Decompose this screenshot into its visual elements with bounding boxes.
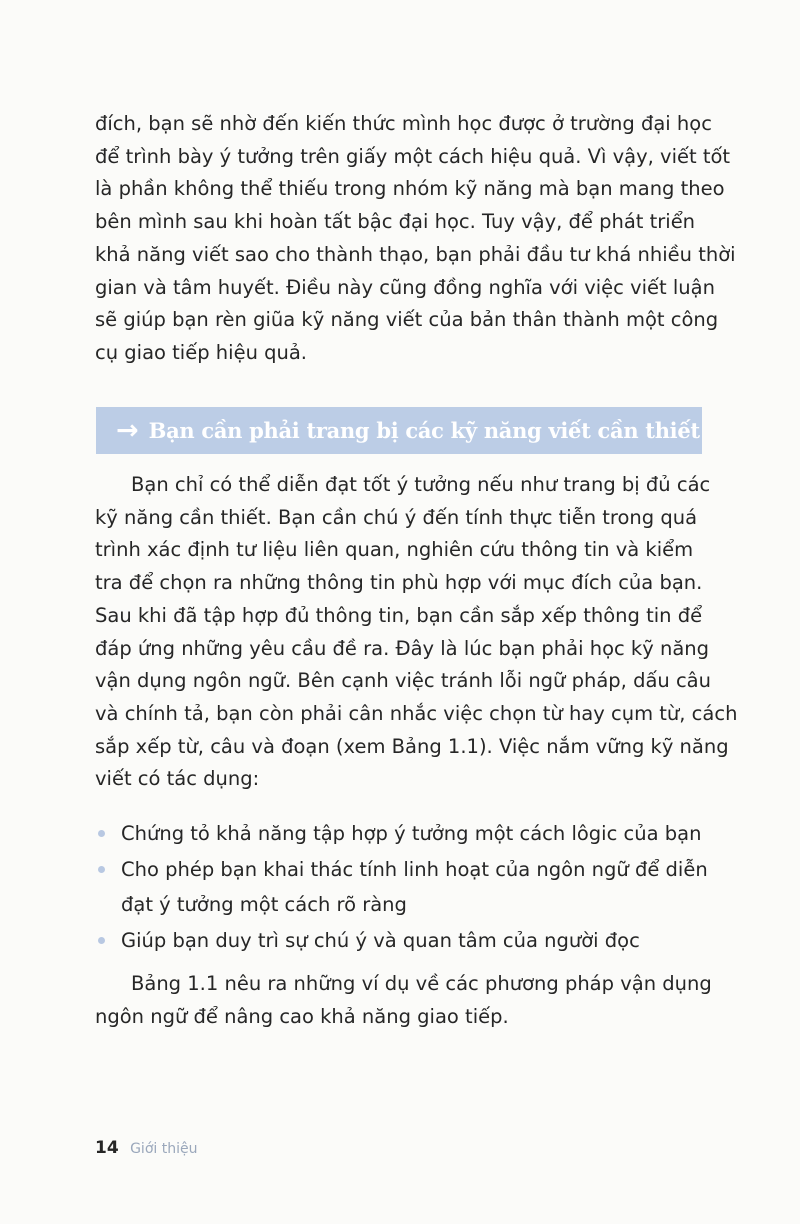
text-line: kỹ năng cần thiết. Bạn cần chú ý đến tính thực tiễn trong quá — [95, 505, 698, 529]
section-heading — [96, 407, 702, 454]
text-line: Chứng tỏ khả năng tập hợp ý tưởng một cách lôgic của bạn — [121, 822, 702, 845]
list-item — [98, 852, 708, 923]
bullet-dot-icon — [98, 937, 105, 944]
text-line: cụ giao tiếp hiệu quả. — [95, 340, 308, 364]
text-line: khả năng viết sao cho thành thạo, bạn phải đầu tư khá nhiều thời — [95, 242, 736, 266]
text-line: Bảng 1.1 nêu ra những ví dụ về các phương pháp vận dụng — [131, 972, 712, 995]
paragraph-table-reference — [95, 968, 712, 1033]
footer-section-name: Giới thiệu — [130, 1141, 198, 1157]
section-heading-text: Bạn cần phải trang bị các kỹ năng viết cần thiết — [148, 418, 700, 443]
text-line: là phần không thể thiếu trong nhóm kỹ năng mà bạn mang theo — [95, 177, 725, 201]
arrow-right-icon: → — [116, 415, 139, 446]
text-line: và chính tả, bạn còn phải cân nhắc việc chọn từ hay cụm từ, cách — [95, 701, 738, 725]
text-line: viết có tác dụng: — [95, 767, 260, 791]
text-line: Sau khi đã tập hợp đủ thông tin, bạn cần sắp xếp thông tin để — [95, 603, 703, 627]
bullet-dot-icon — [98, 830, 105, 837]
bullet-list — [98, 816, 708, 958]
list-item — [98, 816, 708, 852]
text-line: Bạn chỉ có thể diễn đạt tốt ý tưởng nếu như trang bị đủ các — [131, 473, 711, 496]
paragraph-intro — [95, 108, 736, 370]
paragraph-skills — [95, 469, 738, 796]
bullet-dot-icon — [98, 866, 105, 873]
text-line: sắp xếp từ, câu và đoạn (xem Bảng 1.1). Việc nắm vững kỹ năng — [95, 734, 729, 758]
text-line: vận dụng ngôn ngữ. Bên cạnh việc tránh lỗi ngữ pháp, dấu câu — [95, 669, 711, 693]
page-number: 14 — [95, 1138, 119, 1158]
text-line: Cho phép bạn khai thác tính linh hoạt của ngôn ngữ để diễn — [121, 857, 708, 881]
list-item — [98, 923, 708, 959]
text-line: để trình bày ý tưởng trên giấy một cách hiệu quả. Vì vậy, viết tốt — [95, 144, 731, 168]
text-line: Giúp bạn duy trì sự chú ý và quan tâm của người đọc — [121, 928, 640, 952]
text-line: tra để chọn ra những thông tin phù hợp với mục đích của bạn. — [95, 571, 703, 595]
text-line: đáp ứng những yêu cầu đề ra. Đây là lúc bạn phải học kỹ năng — [95, 636, 710, 660]
text-line: đạt ý tưởng một cách rõ ràng — [121, 893, 407, 917]
text-line: gian và tâm huyết. Điều này cũng đồng nghĩa với việc viết luận — [95, 275, 715, 299]
text-line: ngôn ngữ để nâng cao khả năng giao tiếp. — [95, 1004, 509, 1028]
text-line: trình xác định tư liệu liên quan, nghiên cứu thông tin và kiểm — [95, 538, 694, 562]
text-line: bên mình sau khi hoàn tất bậc đại học. Tuy vậy, để phát triển — [95, 210, 696, 234]
text-line: sẽ giúp bạn rèn giũa kỹ năng viết của bản thân thành một công — [95, 308, 719, 332]
text-line: đích, bạn sẽ nhờ đến kiến thức mình học được ở trường đại học — [95, 112, 712, 135]
page-footer — [95, 1138, 197, 1158]
